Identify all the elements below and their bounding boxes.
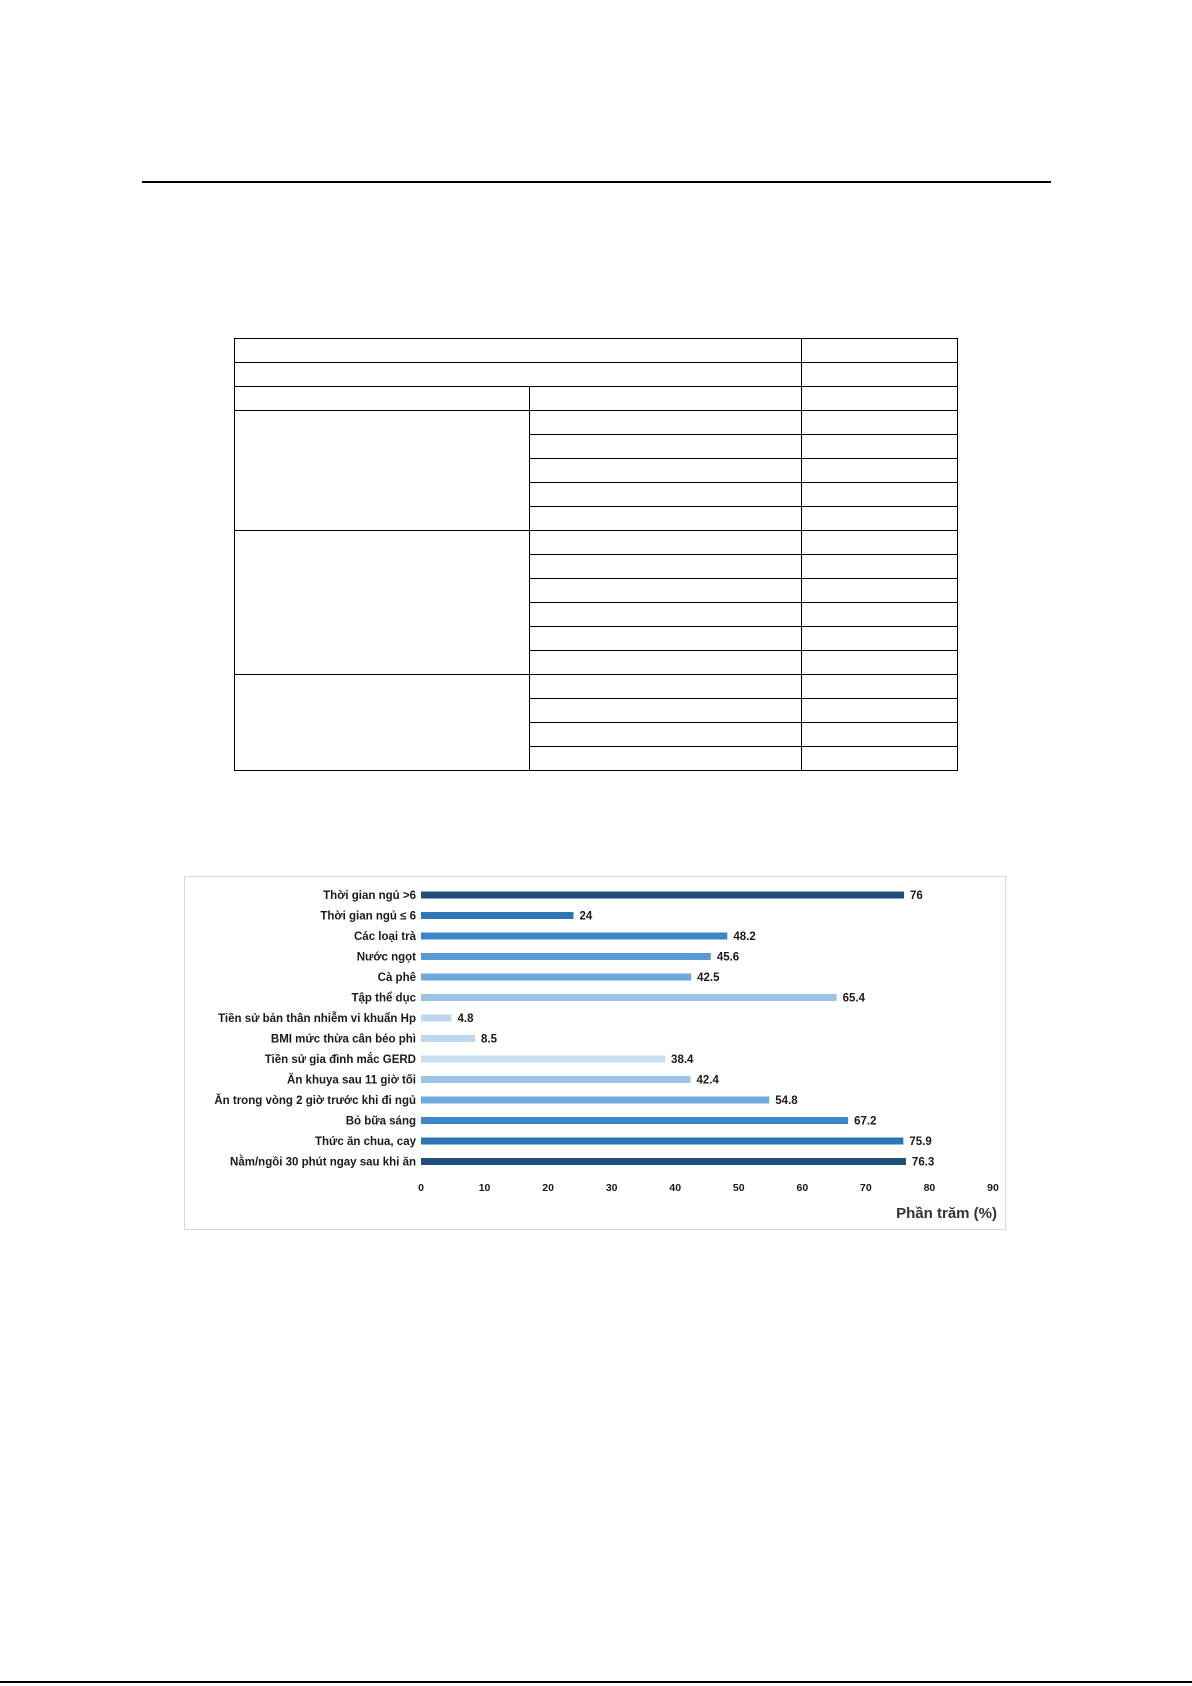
bar <box>421 1158 906 1165</box>
table-row <box>235 339 958 363</box>
table-cell <box>802 723 958 747</box>
table-cell <box>802 387 958 411</box>
bar <box>421 1015 452 1022</box>
table-cell <box>802 747 958 771</box>
table-cell <box>530 747 802 771</box>
category-label: Bỏ bữa sáng <box>345 1115 416 1128</box>
value-label: 42.5 <box>697 972 720 984</box>
category-label: Tiền sử gia đình mắc GERD <box>264 1054 416 1066</box>
value-label: 38.4 <box>671 1054 694 1066</box>
table-row <box>235 531 958 555</box>
x-axis-title: Phần trăm (%) <box>896 1205 997 1222</box>
data-table <box>234 338 958 771</box>
table-group-cell <box>235 675 530 771</box>
table-cell <box>235 339 802 363</box>
table-row <box>235 363 958 387</box>
table-cell <box>802 339 958 363</box>
table-cell <box>235 363 802 387</box>
bar <box>421 953 711 960</box>
table-group-cell <box>235 531 530 675</box>
table-cell <box>802 483 958 507</box>
value-label: 75.9 <box>909 1136 932 1148</box>
table-cell <box>802 507 958 531</box>
category-label: Tập thể dục <box>351 992 416 1005</box>
x-tick-label: 60 <box>796 1182 809 1194</box>
bar-chart-svg <box>185 877 1007 1231</box>
table-cell <box>802 363 958 387</box>
bar <box>421 912 574 919</box>
table-cell <box>235 387 530 411</box>
value-label: 54.8 <box>775 1095 798 1107</box>
x-tick-label: 20 <box>542 1182 554 1194</box>
bar <box>421 1076 690 1083</box>
value-label: 45.6 <box>716 951 740 964</box>
category-label: Ăn trong vòng 2 giờ trước khi đi ngủ <box>214 1095 416 1107</box>
table-cell <box>530 483 802 507</box>
table-cell <box>802 459 958 483</box>
x-tick-label: 40 <box>669 1182 682 1194</box>
table-row <box>235 387 958 411</box>
table-cell <box>802 627 958 651</box>
table-cell <box>530 387 802 411</box>
table-cell <box>802 579 958 603</box>
table-cell <box>530 435 802 459</box>
x-tick-label: 70 <box>860 1182 872 1194</box>
category-label: Thức ăn chua, cay <box>314 1136 416 1148</box>
bars-layer <box>421 892 906 1166</box>
table-cell <box>530 579 802 603</box>
header-rule <box>142 181 1051 183</box>
bar <box>421 1056 665 1063</box>
table-cell <box>530 507 802 531</box>
bar <box>421 1138 903 1145</box>
table-cell <box>530 603 802 627</box>
category-label: Tiền sử bản thân nhiễm vi khuẩn Hp <box>218 1013 416 1025</box>
table-cell <box>802 675 958 699</box>
table-cell <box>802 411 958 435</box>
value-label: 76 <box>910 890 923 902</box>
table-cell <box>802 531 958 555</box>
value-label: 8.5 <box>481 1033 498 1046</box>
table-cell <box>530 675 802 699</box>
bar-chart <box>184 876 1006 1230</box>
bar <box>421 1097 769 1104</box>
table-row <box>235 675 958 699</box>
category-label: Cà phê <box>377 972 416 984</box>
table-cell <box>802 699 958 723</box>
table-cell <box>802 555 958 579</box>
category-label: BMI mức thừa cân béo phì <box>270 1033 416 1046</box>
x-tick-label: 10 <box>478 1182 491 1194</box>
value-label: 24 <box>579 910 593 923</box>
bar <box>421 1117 848 1124</box>
value-label: 48.2 <box>733 931 756 943</box>
bar <box>421 994 837 1001</box>
bar <box>421 892 904 899</box>
value-label: 42.4 <box>696 1074 719 1087</box>
table-cell <box>530 411 802 435</box>
x-tick-label: 30 <box>605 1182 618 1194</box>
value-label: 4.8 <box>457 1013 474 1025</box>
table-group-cell <box>235 411 530 531</box>
value-label: 67.2 <box>854 1115 877 1128</box>
table-cell <box>530 627 802 651</box>
x-tick-label: 0 <box>418 1182 424 1194</box>
table-cell <box>802 603 958 627</box>
category-label: Ăn khuya sau 11 giờ tối <box>287 1074 416 1087</box>
table-cell <box>530 555 802 579</box>
x-tick-label: 90 <box>987 1182 999 1194</box>
table-cell <box>530 723 802 747</box>
x-tick-label: 80 <box>923 1182 936 1194</box>
bar <box>421 974 691 981</box>
bar <box>421 1035 475 1042</box>
table-cell <box>530 699 802 723</box>
table-cell <box>802 435 958 459</box>
table-cell <box>802 651 958 675</box>
category-labels <box>214 890 416 1169</box>
table-row <box>235 411 958 435</box>
x-axis-ticks <box>418 1182 999 1194</box>
category-label: Nằm/ngồi 30 phút ngay sau khi ăn <box>230 1156 416 1169</box>
value-labels <box>458 890 935 1169</box>
category-label: Thời gian ngủ ≤ 6 <box>320 910 416 923</box>
category-label: Các loại trà <box>354 931 416 943</box>
bar <box>421 933 727 940</box>
value-label: 65.4 <box>842 992 866 1005</box>
category-label: Thời gian ngủ >6 <box>323 890 416 902</box>
footer-rule <box>0 1681 1192 1683</box>
value-label: 76.3 <box>911 1156 935 1169</box>
table-cell <box>530 459 802 483</box>
table-cell <box>530 531 802 555</box>
category-label: Nước ngọt <box>356 951 416 964</box>
table-cell <box>530 651 802 675</box>
x-tick-label: 50 <box>732 1182 745 1194</box>
